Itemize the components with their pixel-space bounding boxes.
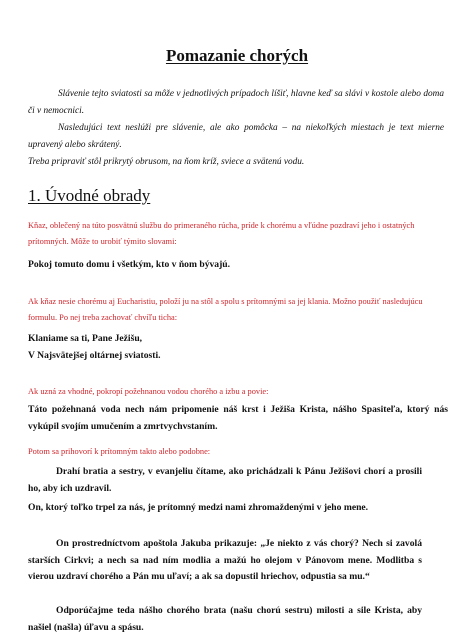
address-paragraph-4: Odporúčajme teda nášho chorého brata (našu chorú sestru) milosti a sile Krista, aby našiel (našla) úľavu a spásu. [28,605,422,633]
rubric-address: Potom sa prihovorí k prítomným takto alebo podobne: [28,447,211,456]
response-adoration-line-1: Klaniame sa ti, Pane Ježišu, [28,333,143,344]
intro-paragraph-3: Treba pripraviť stôl prikrytý obrusom, na ňom kríž, sviece a svätenú vodu. [28,157,305,167]
response-greeting: Pokoj tomuto domu i všetkým, kto v ňom bývajú. [28,259,231,270]
address-paragraph-1: Drahí bratia a sestry, v evanjeliu čítame, ako prichádzali k Pánu Ježišovi chorí a prosili ho, aby ich uzdravil. [28,466,422,494]
intro-paragraph-1: Slávenie tejto sviatosti sa môže v jednotlivých prípadoch líšiť, hlavne keď sa slávi v kostole alebo doma či v nemocnici. [28,89,444,116]
address-paragraph-2: On, ktorý toľko trpel za nás, je prítomný medzi nami zhromaždenými v jeho mene. [28,502,369,513]
response-adoration-line-2: V Najsvätejšej oltárnej sviatosti. [28,350,161,361]
document-title: Pomazanie chorých [165,46,309,65]
address-paragraph-3: On prostredníctvom apoštola Jakuba prikazuje: „Je niekto z vás chorý? Nech si zavolá starších Cirkvi; a nech sa nad ním modlia a mažú ho olejom v Pánovom mene. Modlitba s vierou uzdraví chorého a Pán mu uľaví; a ak sa dopustil hriechov, odpustia sa mu.“ [28,538,422,582]
response-holy-water: Táto požehnaná voda nech nám pripomenie náš krst i Ježiša Krista, nášho Spasiteľa, ktorý nás vykúpil svojím umučením a zmrtvychvstaním. [28,404,448,432]
section-heading: 1. Úvodné obrady [28,186,151,205]
intro-paragraph-2: Nasledujúci text neslúži pre slávenie, ale ako pomôcka – na niekoľkých miestach je text mierne upravený alebo skrátený. [28,123,444,150]
rubric-holy-water: Ak uzná za vhodné, pokropí požehnanou vodou chorého a izbu a povie: [28,387,269,396]
rubric-eucharist: Ak kňaz nesie chorému aj Eucharistiu, položí ju na stôl a spolu s prítomnými sa jej klania. Možno použiť nasledujúcu formulu. Po nej treba zachovať chvíľu ticha: [28,297,423,322]
rubric-greeting: Kňaz, oblečený na túto posvätnú službu do primeraného rúcha, príde k chorému a vľúdne pozdraví jeho i ostatných prítomných. Môže to urobiť týmito slovami: [28,221,415,246]
